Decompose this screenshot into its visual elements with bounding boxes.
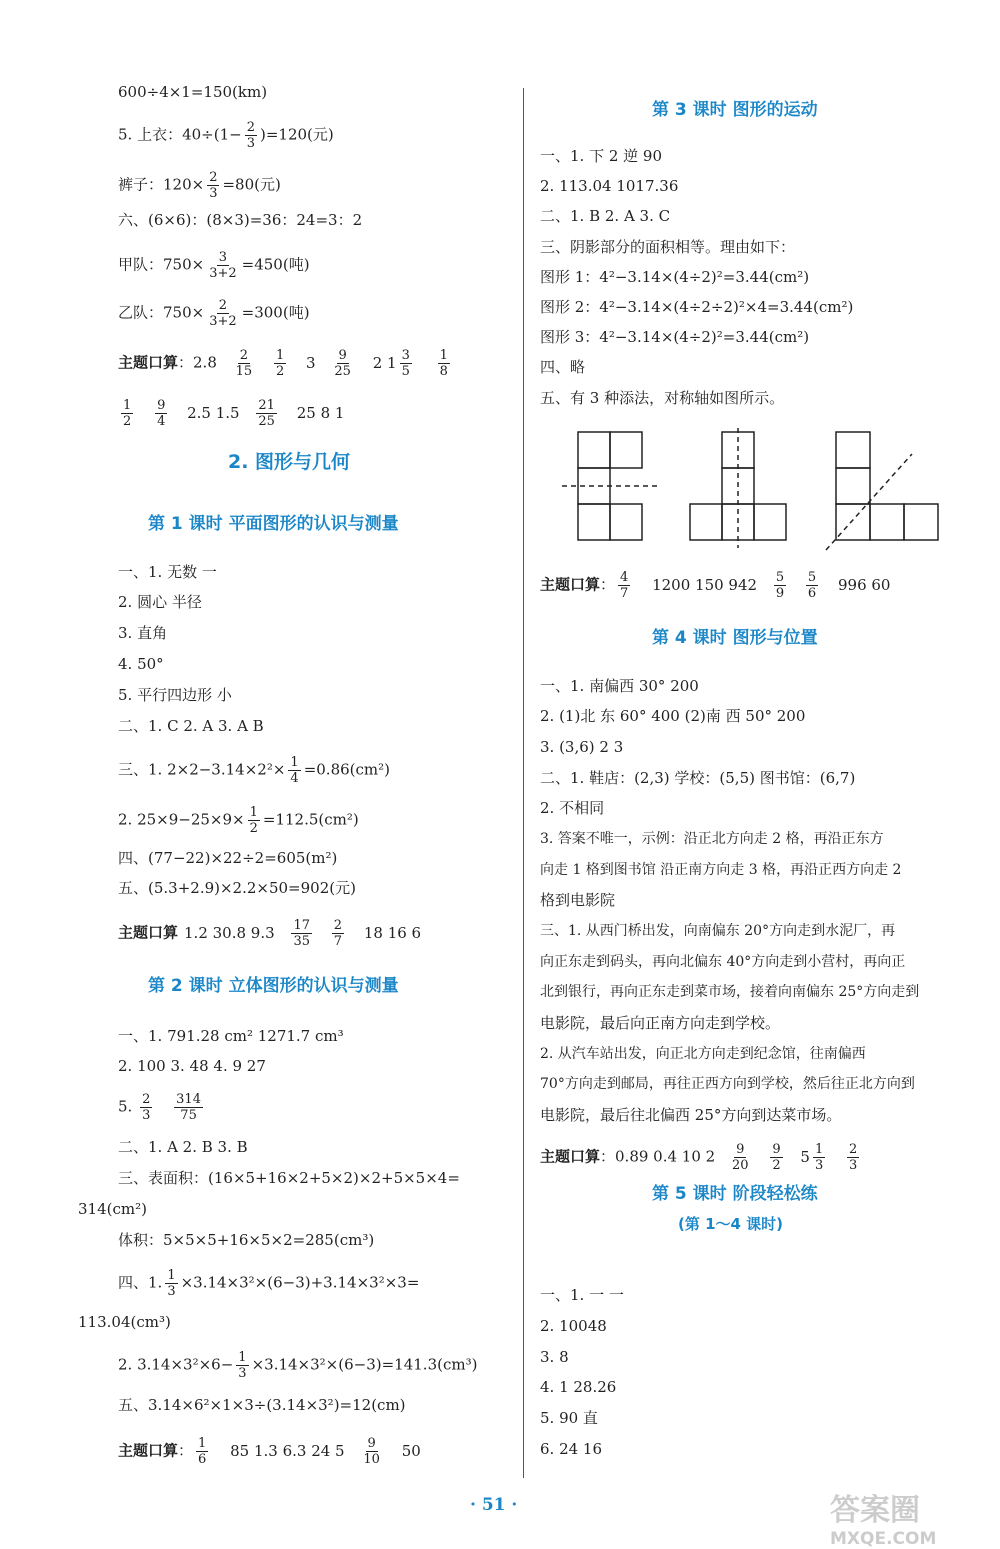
answer-line: 图形 2：4²−3.14×(4÷2÷2)²×4=3.44(cm²) <box>540 298 854 316</box>
answer-line: 3. 8 <box>540 1348 569 1366</box>
answer-line: 2. 25×9−25×9× $\frac{1}{2}$ =112.5(cm²) <box>118 805 359 836</box>
answer-line: 2. 从汽车站出发，向正北方向走到纪念馆，往南偏西 <box>540 1046 866 1062</box>
lesson-subtitle: (第 1～4 课时) <box>678 1215 784 1233</box>
watermark-logo: 答案圈 MXQE.COM <box>830 1493 937 1549</box>
fraction: $\frac{2}{3}$ <box>209 170 218 201</box>
lesson-title: 第 4 课时 图形与位置 <box>652 628 818 648</box>
answer-line: 一、1. 南偏西 30° 200 <box>540 677 699 695</box>
page-number: · 51 · <box>470 1495 518 1515</box>
answer-line: 一、1. 一 一 <box>540 1286 624 1304</box>
answer-line: 四、略 <box>540 358 586 376</box>
answer-line: 裤子：120× $\frac{2}{3}$ =80(元) <box>118 170 281 201</box>
answer-line: 向走 1 格到图书馆 沿正南方向走 3 格，再沿正西方向走 2 <box>540 862 902 878</box>
answer-line: 5. 90 直 <box>540 1409 598 1427</box>
oral-calc-line: 主题口算： $\frac{1}{6}$ 85 1.3 6.3 24 5 $\frac{9}{10}$ 50 <box>118 1436 421 1467</box>
answer-line: 5. 上衣：40÷(1− $\frac{2}{3}$ )=120(元) <box>118 120 334 151</box>
answer-line: 一、1. 下 2 逆 90 <box>540 147 663 165</box>
answer-line: 2. 3.14×3²×6− $\frac{1}{3}$ ×3.14×3²×(6−3)=141.3(cm³) <box>118 1350 478 1381</box>
answer-line: 乙队：750× $\frac{2}{3+2}$ =300(吨) <box>118 298 310 329</box>
answer-line: 三、表面积：(16×5+16×2+5×2)×2+5×5×4= <box>118 1169 460 1187</box>
answer-line: 向正东走到码头，再向北偏东 40°方向走到小营村，再向正 <box>540 954 906 970</box>
lesson-title: 第 1 课时 平面图形的认识与测量 <box>148 514 399 534</box>
answer-line: 6. 24 16 <box>540 1440 603 1458</box>
section-title: 2. 图形与几何 <box>228 451 351 473</box>
figure-3 <box>826 432 938 550</box>
answer-line: 五、有 3 种添法，对称轴如图所示。 <box>540 389 785 407</box>
fraction: $\frac{3}{3+2}$ <box>209 250 237 281</box>
answer-line: 3. 直角 <box>118 624 168 642</box>
answer-line: 2. 不相同 <box>540 799 605 817</box>
answer-line: 体积：5×5×5+16×5×2=285(cm³) <box>118 1231 375 1249</box>
answer-line: 3. (3,6) 2 3 <box>540 738 624 756</box>
answer-line: 图形 1：4²−3.14×(4÷2)²=3.44(cm²) <box>540 268 810 286</box>
oral-calc-line: $\frac{1}{2}$ $\frac{9}{4}$ 2.5 1.5 $\frac{21}{25}$ 25 8 1 <box>123 398 345 429</box>
answer-line: 70°方向走到邮局，再往正西方向到学校，然后往正北方向到 <box>540 1076 915 1092</box>
answer-line: 5. 平行四边形 小 <box>118 686 232 704</box>
answer-line: 2. 10048 <box>540 1317 607 1335</box>
answer-line: 图形 3：4²−3.14×(4÷2)²=3.44(cm²) <box>540 328 810 346</box>
answer-line: 五、(5.3+2.9)×2.2×50=902(元) <box>118 879 356 897</box>
oral-calc-line: 主题口算：0.89 0.4 10 2 $\frac{9}{20}$ $\frac{9}{2}$ 5 $\frac{1}{3}$ $\frac{2}{3}$ <box>540 1142 858 1173</box>
answer-line: 格到电影院 <box>540 891 616 909</box>
lesson-title: 第 2 课时 立体图形的认识与测量 <box>148 976 399 996</box>
answer-line: 5. $\frac{2}{3}$ $\frac{314}{75}$ <box>118 1092 201 1123</box>
answer-line: 314(cm²) <box>78 1200 147 1218</box>
answer-line: 电影院，最后往北偏西 25°方向到达菜市场。 <box>540 1106 842 1124</box>
answer-line: 二、1. B 2. A 3. C <box>540 207 671 225</box>
answer-line: 一、1. 791.28 cm² 1271.7 cm³ <box>118 1027 344 1045</box>
figure-2 <box>690 428 786 548</box>
answer-line: 4. 1 28.26 <box>540 1378 617 1396</box>
lesson-title: 第 3 课时 图形的运动 <box>652 100 818 120</box>
answer-line: 600÷4×1=150(km) <box>118 83 268 101</box>
fraction: $\frac{2}{3+2}$ <box>209 298 237 329</box>
answer-line: 五、3.14×6²×1×3÷(3.14×3²)=12(cm) <box>118 1396 406 1414</box>
answer-line: 二、1. A 2. B 3. B <box>118 1138 248 1156</box>
symmetry-figures <box>560 428 970 553</box>
answer-line: 2. 100 3. 48 4. 9 27 <box>118 1057 266 1075</box>
answer-line: 北到银行，再向正东走到菜市场，接着向南偏东 25°方向走到 <box>540 984 920 1000</box>
figure-1 <box>562 432 660 540</box>
answer-line: 三、1. 从西门桥出发，向南偏东 20°方向走到水泥厂，再 <box>540 923 896 939</box>
answer-line: 4. 50° <box>118 655 164 673</box>
answer-line: 六、(6×6)：(8×3)=36：24=3：2 <box>118 211 363 229</box>
answer-line: 2. 113.04 1017.36 <box>540 177 679 195</box>
answer-line: 113.04(cm³) <box>78 1313 171 1331</box>
oral-calc-line: 主题口算：2.8 $\frac{2}{15}$ $\frac{1}{2}$ 3 $\frac{9}{25}$ 2 1 $\frac{3}{5}$ $\frac{1}{8}$ <box>118 348 448 379</box>
oral-calc-line: 主题口算： $\frac{4}{7}$ 1200 150 942 $\frac{5}{9}$ $\frac{5}{6}$ 996 60 <box>540 570 891 601</box>
answer-line: 一、1. 无数 一 <box>118 563 217 581</box>
answer-line: 二、1. C 2. A 3. A B <box>118 717 264 735</box>
lesson-title: 第 5 课时 阶段轻松练 <box>652 1184 818 1204</box>
answer-line: 3. 答案不唯一，示例：沿正北方向走 2 格，再沿正东方 <box>540 831 884 847</box>
answer-line: 四、1. $\frac{1}{3}$ ×3.14×3²×(6−3)+3.14×3²×3= <box>118 1268 420 1299</box>
answer-line: 电影院，最后向正南方向走到学校。 <box>540 1014 781 1032</box>
answer-line: 2. 圆心 半径 <box>118 593 202 611</box>
answer-line: 甲队：750× $\frac{3}{3+2}$ =450(吨) <box>118 250 310 281</box>
column-divider <box>523 88 524 1478</box>
oral-calc-line: 主题口算 1.2 30.8 9.3 $\frac{17}{35}$ $\frac{2}{7}$ 18 16 6 <box>118 918 422 949</box>
fraction: $\frac{2}{3}$ <box>246 120 255 151</box>
answer-line: 二、1. 鞋店：(2,3) 学校：(5,5) 图书馆：(6,7) <box>540 769 856 787</box>
answer-line: 三、阴影部分的面积相等。理由如下： <box>540 238 796 256</box>
answer-line: 四、(77−22)×22÷2=605(m²) <box>118 849 338 867</box>
answer-line: 2. (1)北 东 60° 400 (2)南 西 50° 200 <box>540 707 806 725</box>
answer-line: 三、1. 2×2−3.14×2²× $\frac{1}{4}$ =0.86(cm²) <box>118 755 390 786</box>
